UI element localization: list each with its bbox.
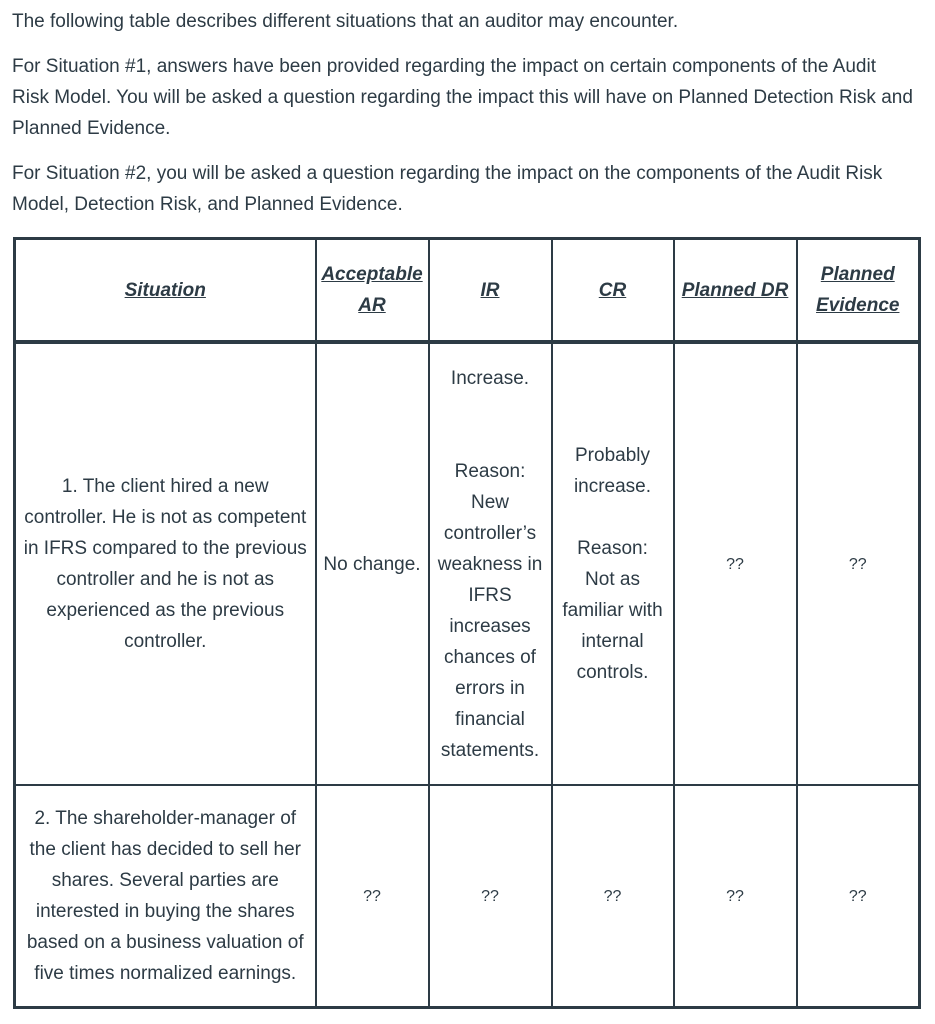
header-cr: CR xyxy=(552,239,674,343)
row1-cr-detail: Not as familiar with internal controls. xyxy=(562,569,663,683)
row2-ir: ?? xyxy=(429,785,552,1008)
header-situation: Situation xyxy=(15,239,316,343)
header-ir: IR xyxy=(429,239,552,343)
row1-cr-top: Probably increase. xyxy=(573,445,652,497)
row1-ir xyxy=(429,342,552,785)
header-row xyxy=(15,239,920,343)
row1-cr xyxy=(552,342,674,785)
row1-ir-detail: New controller’s weakness in IFRS increases chances of errors in financial statements. xyxy=(437,491,543,761)
row2-acceptable-ar: ?? xyxy=(316,785,429,1008)
row1-cr-reason: Reason: xyxy=(577,538,648,559)
header-ev-line1: Planned xyxy=(820,264,895,285)
row1-acceptable-ar: No change. xyxy=(316,342,429,785)
row2-planned-dr: ?? xyxy=(674,785,797,1008)
row1-planned-evidence: ?? xyxy=(797,342,920,785)
header-ar-line2: AR xyxy=(358,295,386,316)
row1-planned-dr: ?? xyxy=(674,342,797,785)
header-acceptable-ar xyxy=(316,239,429,343)
table-row xyxy=(15,785,920,1008)
header-planned-dr: Planned DR xyxy=(674,239,797,343)
row1-situation: 1. The client hired a new controller. He is not as competent in IFRS compared to the previous controller and he is not as experienced as the previous controller. xyxy=(15,342,316,785)
row2-situation: 2. The shareholder-manager of the client has decided to sell her shares. Several parties are interested in buying the shares based on a business valuation of five times normalized earnings. xyxy=(15,785,316,1008)
header-ar-line1: Acceptable xyxy=(321,264,423,285)
header-planned-evidence xyxy=(797,239,920,343)
row2-planned-evidence: ?? xyxy=(797,785,920,1008)
intro-paragraph-1: The following table describes different situations that an auditor may encounter. xyxy=(12,11,679,32)
audit-risk-table xyxy=(13,237,921,1009)
intro-paragraph-3: For Situation #2, you will be asked a question regarding the impact on the components of the Audit Risk Model, Detection Risk, and Planned Evidence. xyxy=(12,163,883,215)
intro-paragraph-2: For Situation #1, answers have been provided regarding the impact on certain components of the Audit Risk Model. You will be asked a question regarding the impact this will have on Planned Detection Risk and Planned Evidence. xyxy=(12,56,913,139)
row2-cr: ?? xyxy=(552,785,674,1008)
row1-ir-top: Increase. xyxy=(450,367,530,389)
table-row xyxy=(15,342,920,785)
row1-ir-reason: Reason: xyxy=(454,460,526,482)
header-ev-line2: Evidence xyxy=(816,295,900,316)
instructions xyxy=(12,6,917,234)
